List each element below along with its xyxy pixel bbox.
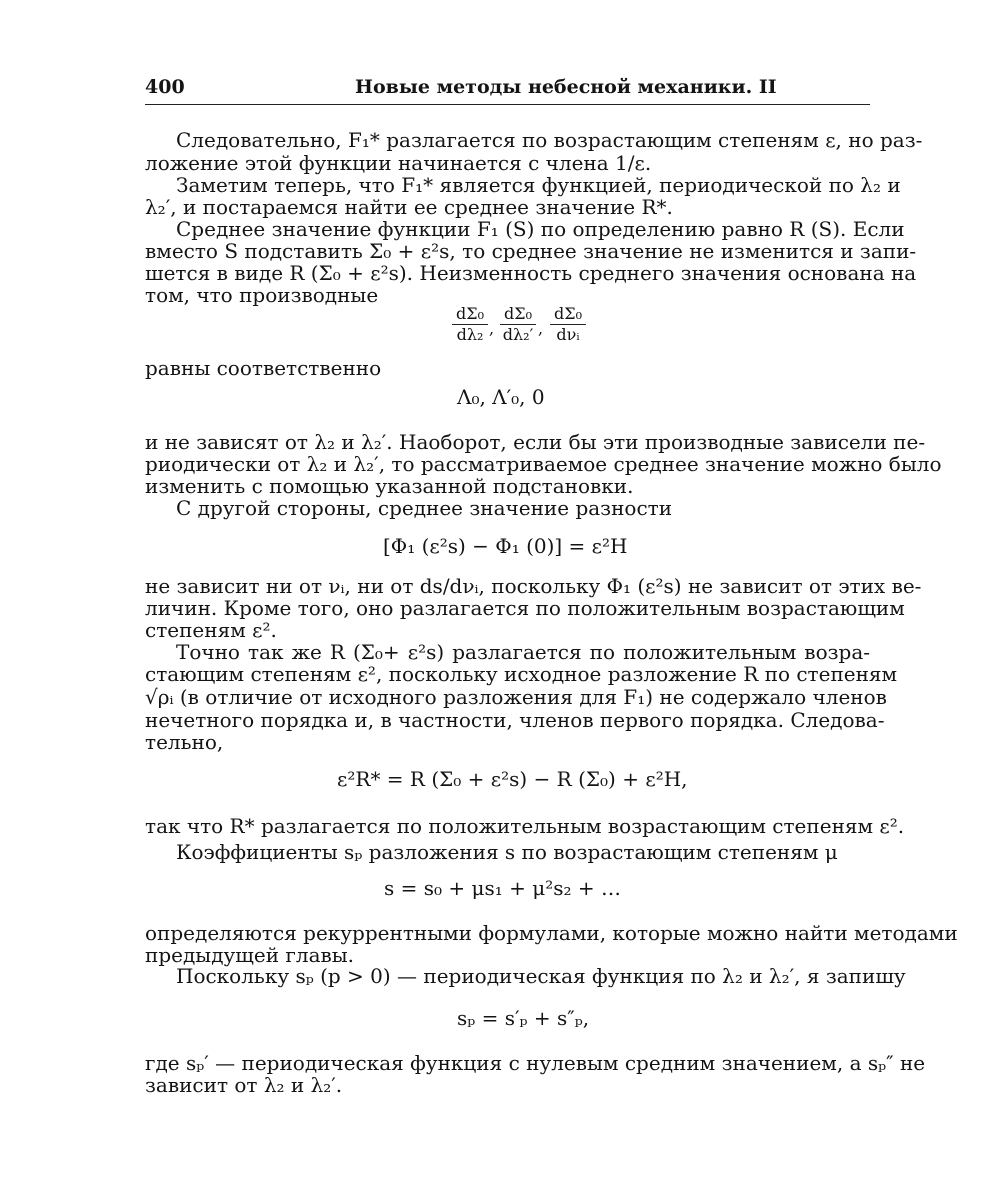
text-line: Коэффициенты sₚ разложения s по возрастающим степеням μ xyxy=(176,840,838,864)
derivative-fraction xyxy=(550,304,586,345)
comma: , xyxy=(538,319,544,338)
fraction-numerator: dΣ₀ xyxy=(554,304,582,323)
text-line: где sₚ′ — периодическая функция с нулевым средним значением, а sₚ″ не xyxy=(145,1051,926,1075)
text-line: ложение этой функции начинается с члена 1/ε. xyxy=(145,151,652,175)
text-line: λ₂′, и постараемся найти ее среднее значение R*. xyxy=(145,195,673,219)
fraction-denominator: dλ₂ xyxy=(452,324,488,345)
derivative-fraction xyxy=(452,304,488,345)
text-line: предыдущей главы. xyxy=(145,943,355,967)
text-line: зависит от λ₂ и λ₂′. xyxy=(145,1073,343,1097)
text-line: Среднее значение функции F₁ (S) по определению равно R (S). Если xyxy=(176,217,905,241)
fraction-numerator: dΣ₀ xyxy=(456,304,484,323)
text-line: С другой стороны, среднее значение разности xyxy=(176,496,673,520)
text-line: √ρᵢ (в отличие от исходного разложения для F₁) не содержало членов xyxy=(145,685,887,709)
formula-difference: [Φ₁ (ε²s) − Φ₁ (0)] = ε²H xyxy=(383,534,628,558)
text-line: стающим степеням ε², поскольку исходное разложение R по степеням xyxy=(145,662,898,686)
page-number: 400 xyxy=(145,76,185,98)
text-line: тельно, xyxy=(145,730,224,754)
text-line: и не зависят от λ₂ и λ₂′. Наоборот, если бы эти производные зависели пе- xyxy=(145,430,926,454)
text-line: так что R* разлагается по положительным возрастающим степеням ε². xyxy=(145,814,905,838)
text-line: не зависит ни от νᵢ, ни от ds/dνᵢ, поскольку Φ₁ (ε²s) не зависит от этих ве- xyxy=(145,574,922,598)
text-line: Точно так же R (Σ₀+ ε²s) разлагается по положительным возра- xyxy=(176,640,870,664)
fraction-numerator: dΣ₀ xyxy=(504,304,532,323)
text-line: нечетного порядка и, в частности, членов первого порядка. Следова- xyxy=(145,708,885,732)
text-line: Следовательно, F₁* разлагается по возрастающим степеням ε, но раз- xyxy=(176,128,923,152)
formula-series: s = s₀ + μs₁ + μ²s₂ + … xyxy=(384,876,622,900)
text-line: равны соответственно xyxy=(145,356,382,380)
text-line: Заметим теперь, что F₁* является функцией, периодической по λ₂ и xyxy=(176,173,901,197)
text-line: том, что производные xyxy=(145,283,379,307)
derivative-fraction xyxy=(500,304,536,345)
formula-split: sₚ = s′ₚ + s″ₚ, xyxy=(457,1006,590,1030)
formula-values: Λ₀, Λ′₀, 0 xyxy=(457,385,545,409)
text-line: шется в виде R (Σ₀ + ε²s). Неизменность среднего значения основана на xyxy=(145,261,917,285)
text-line: вместо S подставить Σ₀ + ε²s, то среднее значение не изменится и запи- xyxy=(145,239,917,263)
formula-r-star: ε²R* = R (Σ₀ + ε²s) − R (Σ₀) + ε²H, xyxy=(337,767,688,791)
text-line: изменить с помощью указанной подстановки. xyxy=(145,474,634,498)
text-line: степеням ε². xyxy=(145,618,277,642)
fraction-denominator: dλ₂′ xyxy=(500,324,536,345)
fraction-denominator: dνᵢ xyxy=(550,324,586,345)
text-line: личин. Кроме того, оно разлагается по положительным возрастающим xyxy=(145,596,905,620)
text-line: определяются рекуррентными формулами, которые можно найти методами xyxy=(145,921,958,945)
comma: , xyxy=(489,319,495,338)
page-header xyxy=(145,72,870,105)
text-line: риодически от λ₂ и λ₂′, то рассматриваемое среднее значение можно было xyxy=(145,452,942,476)
text-line: Поскольку sₚ (p > 0) — периодическая функция по λ₂ и λ₂′, я запишу xyxy=(176,964,906,988)
running-title: Новые методы небесной механики. II xyxy=(355,76,777,98)
